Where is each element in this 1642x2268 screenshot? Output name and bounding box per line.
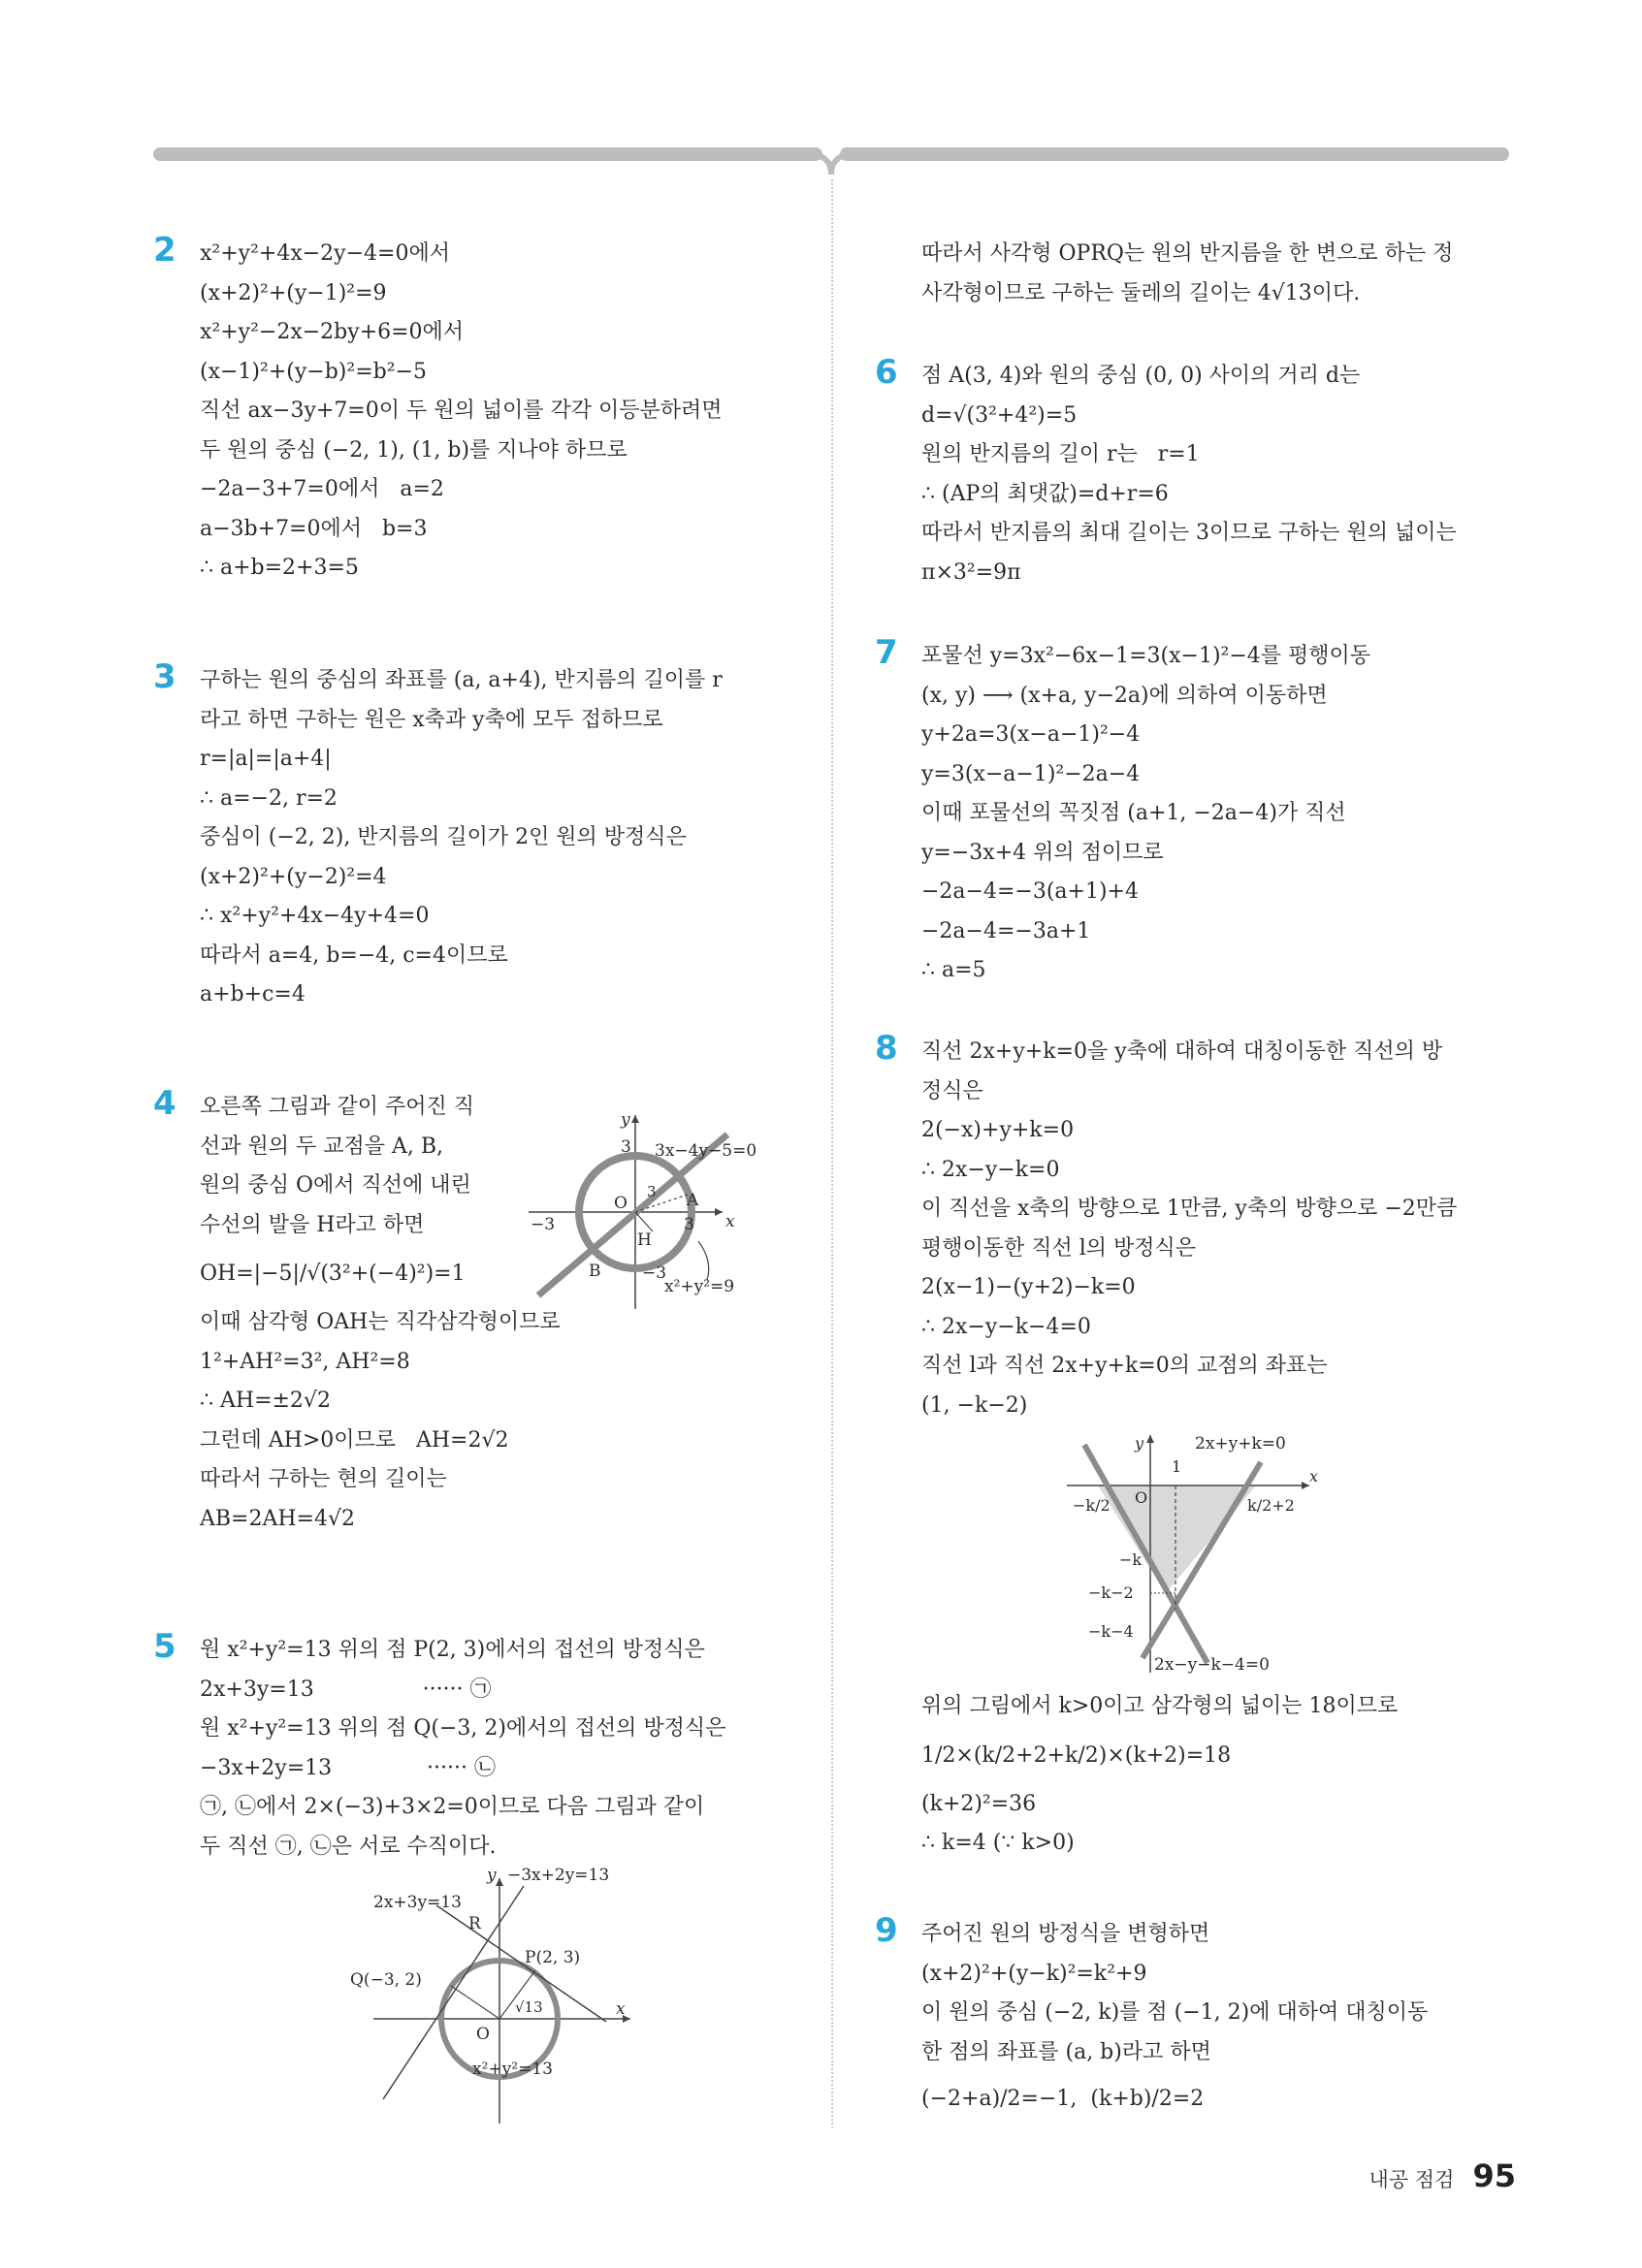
- solution-line: 중심이 (−2, 2), 반지름의 길이가 2인 원의 방정식은: [200, 825, 687, 849]
- problem-number: 9: [875, 1911, 898, 1950]
- label-R: R: [468, 1914, 481, 1933]
- solution-lines: [200, 1088, 561, 1539]
- solution-line: (x+2)²+(y−1)²=9: [200, 280, 387, 305]
- solution-line: x²+y²+4x−2y−4=0에서: [200, 241, 450, 266]
- solution-line: a−3b+7=0에서 b=3: [200, 516, 428, 541]
- solution-line: 이때 포물선의 꼭짓점 (a+1, −2a−4)가 직선: [921, 801, 1346, 825]
- solution-line: 구하는 원의 중심의 좌표를 (a, a+4), 반지름의 길이를 r: [200, 668, 723, 692]
- solution-lines: [200, 661, 723, 1015]
- label-O: O: [476, 2025, 490, 2044]
- solution-line: 직선 l과 직선 2x+y+k=0의 교점의 좌표는: [921, 1354, 1328, 1378]
- line2-equation: 2x−y−k−4=0: [1154, 1655, 1270, 1675]
- solution-line: r=|a|=|a+4|: [200, 747, 332, 771]
- solution-line: ∴ 2x−y−k=0: [921, 1157, 1060, 1182]
- solution-line: ∴ a=5: [921, 958, 986, 982]
- y-label: y: [487, 1867, 497, 1885]
- footer-label: 내공 점검: [1368, 2168, 1455, 2191]
- label-O: O: [614, 1194, 628, 1213]
- problem-number: 8: [875, 1029, 898, 1068]
- header-bar-left: [153, 147, 822, 161]
- solution-line: 수선의 발을 H라고 하면: [200, 1212, 425, 1237]
- tick-x-3: 3: [684, 1215, 694, 1234]
- solution-line: ∴ k=4 (∵ k>0): [921, 1831, 1075, 1855]
- solution-line: −2a−3+7=0에서 a=2: [200, 477, 444, 501]
- solution-line: AB=2AH=4√2: [200, 1506, 356, 1531]
- solution-lines: [921, 1687, 1398, 1864]
- solution-line: ㉠, ㉡에서 2×(−3)+3×2=0이므로 다음 그림과 같이: [200, 1795, 705, 1819]
- solution-line: 직선 2x+y+k=0을 y축에 대하여 대칭이동한 직선의 방: [921, 1039, 1443, 1064]
- label-A: A: [687, 1191, 699, 1210]
- figure-problem-8: [1067, 1425, 1358, 1677]
- tick-minus-k-minus-4: −k−4: [1088, 1622, 1134, 1641]
- solution-line: 따라서 a=4, b=−4, c=4이므로: [200, 942, 508, 968]
- x-label: x: [725, 1212, 735, 1231]
- perpendicular-OH: [635, 1212, 653, 1231]
- solution-line: 직선 ax−3y+7=0이 두 원의 넓이를 각각 이등분하려면: [200, 399, 723, 423]
- solution-line: 한 점의 좌표를 (a, b)라고 하면: [921, 2039, 1211, 2064]
- solution-line: π×3²=9π: [921, 559, 1021, 585]
- solution-line: (k+2)²=36: [921, 1791, 1037, 1816]
- solution-line: a+b+c=4: [200, 982, 306, 1006]
- solution-line: 2(−x)+y+k=0: [921, 1118, 1075, 1142]
- problem-number: 6: [875, 353, 898, 392]
- solution-lines: [921, 1915, 1428, 2126]
- solution-line: 오른쪽 그림과 같이 주어진 직: [200, 1095, 474, 1119]
- problem-number: 4: [153, 1084, 177, 1123]
- solution-line: y=−3x+4 위의 점이므로: [921, 840, 1164, 865]
- solution-line: 이때 삼각형 OAH는 직각삼각형이므로: [200, 1310, 561, 1334]
- solution-line: 따라서 구하는 현의 길이는: [200, 1467, 447, 1491]
- solution-line: (x+2)²+(y−2)²=4: [200, 864, 387, 889]
- solution-line: ∴ a=−2, r=2: [200, 785, 338, 811]
- y-label: y: [1135, 1434, 1144, 1453]
- circle-equation: x²+y²=9: [664, 1277, 735, 1296]
- figure-problem-5: [344, 1867, 645, 2128]
- label-B: B: [589, 1262, 601, 1281]
- solution-lines: [921, 235, 1453, 313]
- header-notch: [810, 145, 853, 175]
- tick-k-over-2-plus-2: k/2+2: [1247, 1496, 1295, 1515]
- solution-line: ∴ AH=±2√2: [200, 1389, 331, 1413]
- solution-line: 원의 중심 O에서 직선에 내린: [200, 1173, 471, 1198]
- page-footer: [1369, 2157, 1516, 2194]
- x-axis-arrow-icon: [1302, 1482, 1309, 1489]
- solution-line: 라고 하면 구하는 원은 x축과 y축에 모두 접하므로: [200, 707, 663, 732]
- solution-line: 1²+AH²=3², AH²=8: [200, 1349, 410, 1374]
- label-H: H: [637, 1230, 652, 1250]
- solution-line: d=√(3²+4²)=5: [921, 402, 1078, 428]
- solution-line: 평행이동한 직선 l의 방정식은: [921, 1235, 1197, 1261]
- line-equation: 3x−4y−5=0: [655, 1141, 757, 1161]
- solution-line: x²+y²−2x−2by+6=0에서: [200, 320, 465, 344]
- solution-line: 두 원의 중심 (−2, 1), (1, b)를 지나야 하므로: [200, 437, 628, 463]
- solution-line: ∴ x²+y²+4x−4y+4=0: [200, 904, 430, 928]
- label-O: O: [1135, 1488, 1148, 1507]
- solution-line: (x+2)²+(y−k)²=k²+9: [921, 1961, 1147, 1986]
- header-bar-right: [840, 147, 1509, 161]
- y-axis-arrow-icon: [631, 1115, 639, 1123]
- solution-line: −3x+2y=13 ······ ㉡: [200, 1755, 496, 1780]
- solution-line: y+2a=3(x−a−1)²−4: [921, 722, 1141, 747]
- solution-lines: [921, 637, 1370, 991]
- solution-line: y=3(x−a−1)²−2a−4: [921, 761, 1141, 786]
- tick-y-minus-3: −3: [642, 1263, 667, 1283]
- solution-line: 이 원의 중심 (−2, k)를 점 (−1, 2)에 대하여 대칭이동: [921, 2000, 1429, 2025]
- problem-number: 3: [153, 657, 177, 696]
- solution-line: 2(x−1)−(y+2)−k=0: [921, 1275, 1136, 1299]
- solution-line: ∴ a+b=2+3=5: [200, 556, 359, 580]
- x-label: x: [1309, 1467, 1319, 1485]
- solution-line: ∴ 2x−y−k−4=0: [921, 1314, 1091, 1339]
- solution-line: (x, y) ⟶ (x+a, y−2a)에 의하여 이동하면: [921, 683, 1328, 708]
- solution-line: 정식은: [921, 1078, 983, 1103]
- solution-line: 원 x²+y²=13 위의 점 Q(−3, 2)에서의 접선의 방정식은: [200, 1716, 726, 1741]
- solution-line: 이 직선을 x축의 방향으로 1만큼, y축의 방향으로 −2만큼: [921, 1197, 1458, 1221]
- line2-equation: 2x+3y=13: [373, 1893, 462, 1912]
- problem-number: 5: [153, 1627, 177, 1666]
- solution-line: −2a−4=−3a+1: [921, 918, 1091, 943]
- solution-line: OH=|−5|/√(3²+(−4)²)=1: [200, 1262, 466, 1286]
- solution-lines: [921, 1033, 1457, 1425]
- solution-lines: [200, 1631, 725, 1867]
- solution-line: (1, −k−2): [921, 1392, 1028, 1418]
- shaded-triangle: [1098, 1485, 1256, 1593]
- solution-line: 두 직선 ㉠, ㉡은 서로 수직이다.: [200, 1834, 497, 1859]
- solution-line: 사각형이므로 구하는 둘레의 길이는 4√13이다.: [921, 280, 1361, 305]
- solution-line: (x−1)²+(y−b)²=b²−5: [200, 359, 427, 384]
- tick-minus-3: −3: [531, 1215, 556, 1234]
- solution-lines: [921, 357, 1457, 592]
- problem-number: 2: [153, 231, 177, 270]
- tick-minus-k: −k: [1119, 1550, 1143, 1569]
- label-Q: Q(−3, 2): [350, 1970, 422, 1990]
- x-label: x: [616, 1999, 626, 2019]
- y-axis-arrow-icon: [496, 1878, 503, 1886]
- solution-line: 1/2×(k/2+2+k/2)×(k+2)=18: [921, 1742, 1232, 1768]
- label-P: P(2, 3): [525, 1948, 581, 1967]
- solution-line: 포물선 y=3x²−6x−1=3(x−1)²−4를 평행이동: [921, 644, 1371, 668]
- solution-line: 점 A(3, 4)와 원의 중심 (0, 0) 사이의 거리 d는: [921, 364, 1361, 388]
- page-number: 95: [1472, 2157, 1516, 2194]
- column-divider: [831, 179, 833, 2128]
- solution-line: 2x+3y=13 ······ ㉠: [200, 1677, 492, 1702]
- tick-minus-k-minus-2: −k−2: [1088, 1583, 1134, 1602]
- x-axis-arrow-icon: [715, 1208, 723, 1216]
- solution-line: 그런데 AH>0이므로 AH=2√2: [200, 1427, 509, 1453]
- problem-number: 7: [875, 633, 898, 672]
- solution-line: 따라서 사각형 OPRQ는 원의 반지름을 한 변으로 하는 정: [921, 241, 1454, 266]
- solution-line: 따라서 반지름의 최대 길이는 3이므로 구하는 원의 넓이는: [921, 521, 1457, 545]
- y-label: y: [621, 1110, 630, 1130]
- segment-length: 3: [647, 1183, 657, 1200]
- radius-OQ: [451, 1986, 499, 2019]
- solution-line: ∴ (AP의 최댓값)=d+r=6: [921, 481, 1169, 506]
- solution-line: −2a−4=−3(a+1)+4: [921, 879, 1139, 904]
- solution-line: 위의 그림에서 k>0이고 삼각형의 넓이는 18이므로: [921, 1694, 1399, 1718]
- solution-line: 원 x²+y²=13 위의 점 P(2, 3)에서의 접선의 방정식은: [200, 1638, 705, 1662]
- tick-3: 3: [621, 1137, 631, 1157]
- line1-equation: 2x+y+k=0: [1195, 1434, 1286, 1453]
- line1-equation: −3x+2y=13: [507, 1867, 610, 1885]
- solution-line: (−2+a)/2=−1, (k+b)/2=2: [921, 2087, 1205, 2111]
- y-axis-arrow-icon: [1146, 1435, 1154, 1443]
- solution-lines: [200, 235, 723, 589]
- radius-label: √13: [515, 1998, 543, 2016]
- figure-problem-4: [529, 1096, 800, 1319]
- tick-1: 1: [1172, 1457, 1182, 1476]
- tick-minus-k-over-2: −k/2: [1073, 1496, 1111, 1515]
- solution-line: 주어진 원의 방정식을 변형하면: [921, 1922, 1210, 1946]
- circle-equation: x²+y²=13: [472, 2060, 553, 2079]
- solution-line: 원의 반지름의 길이 r는 r=1: [921, 442, 1200, 466]
- solution-line: 선과 원의 두 교점을 A, B,: [200, 1134, 444, 1159]
- circle-pointer: [698, 1241, 709, 1280]
